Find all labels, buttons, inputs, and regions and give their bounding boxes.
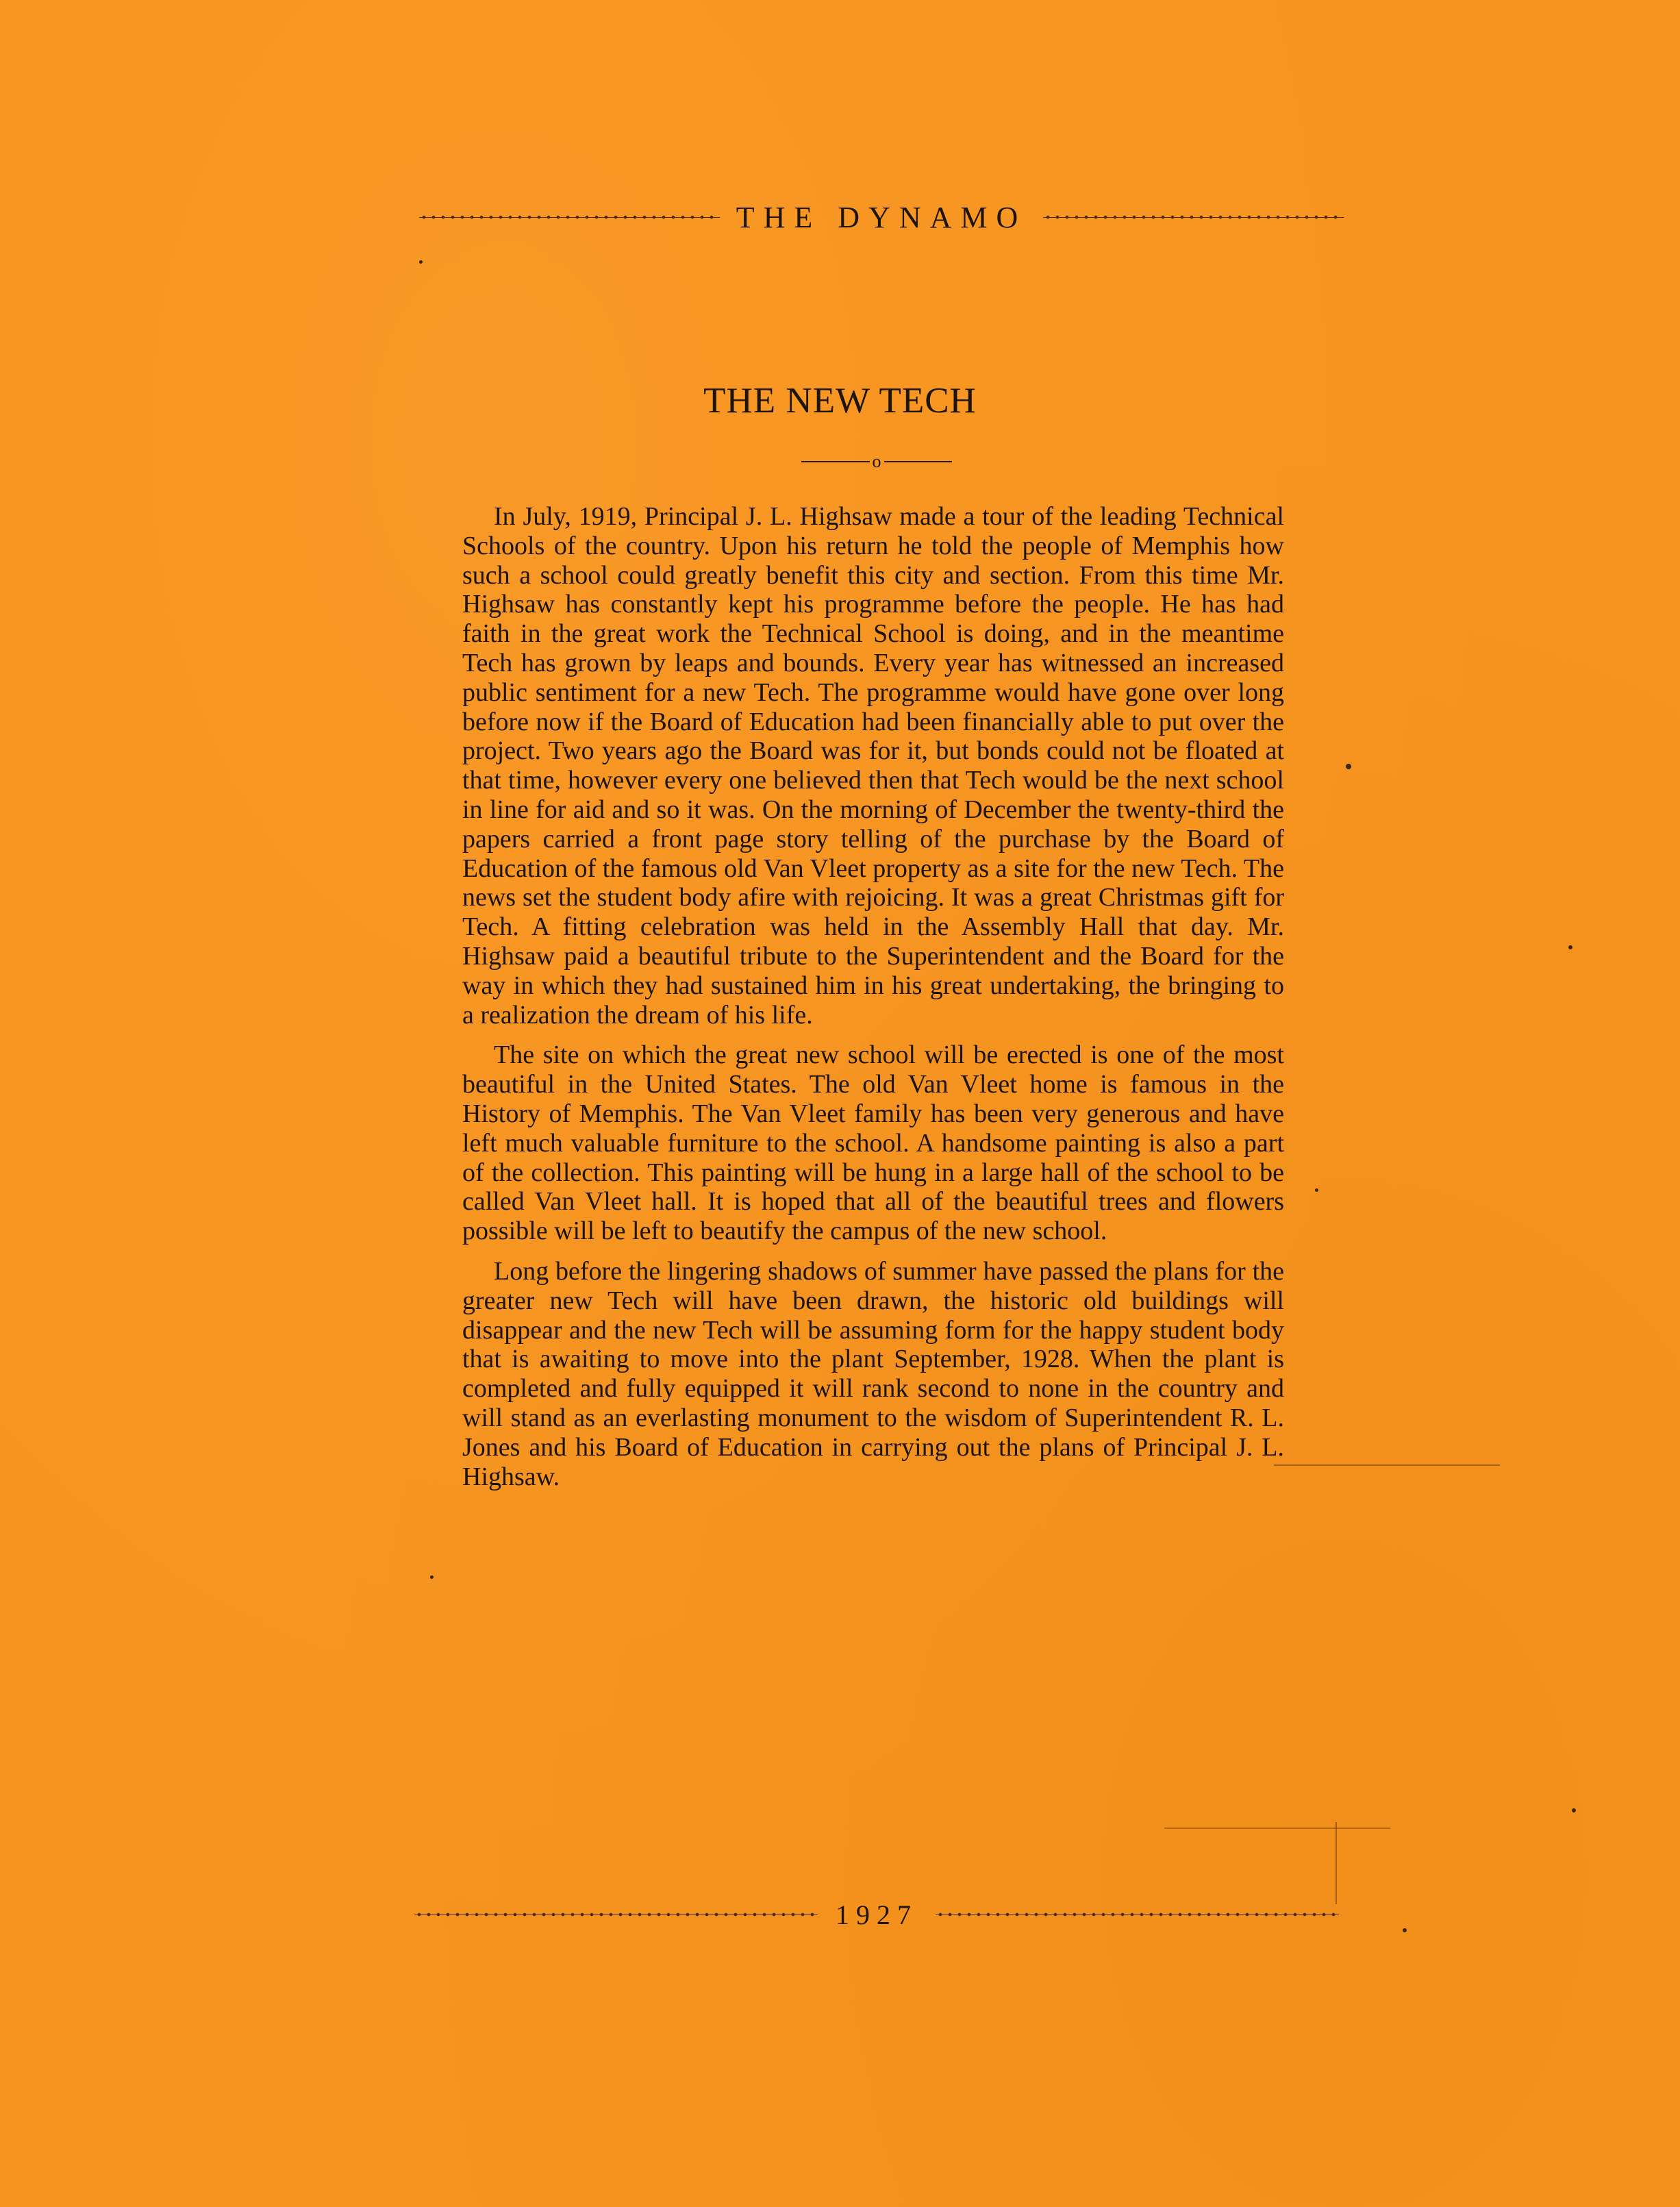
ink-speck xyxy=(1315,1188,1318,1192)
divider-circle: o xyxy=(872,451,881,471)
paragraph-1: In July, 1919, Principal J. L. Highsaw made a tour of the leading Technical Schools of the country. Upon his return he told the people of Memphis how such a school could greatly benefit this city and section. From this time Mr. Highsaw has constantly kept his programme before the people. He has had faith in the great work the Technical School is doing, and in the meantime Tech has grown by leaps and bounds. Every year has witnessed an increased public sentiment for a new Tech. The programme would have gone over long before now if the Board of Education had been financially able to put over the project. Two years ago the Board was for it, but bonds could not be floated at that time, however every one believed then that Tech would be the next school in line for aid and so it was. On the morning of December the twenty-third the papers carried a front page story telling of the purchase by the Board of Education of the famous old Van Vleet property as a site for the new Tech. The news set the student body afire with rejoicing. It was a great Christmas gift for Tech. A fitting celebration was held in the Assembly Hall that day. Mr. Highsaw paid a beautiful tribute to the Superintendent and the Board for the way in which they had sustained him in his great undertaking, the bringing to a realization the dream of his life. xyxy=(462,502,1284,1030)
paragraph-2: The site on which the great new school will be erected is one of the most beautiful in the United States. The old Van Vleet home is famous in the History of Memphis. The Van Vleet family has been very generous and have left much valuable furniture to the school. A handsome painting is also a part of the collection. This painting will be hung in a large hall of the school to be called Van Vleet hall. It is hoped that all of the beautiful trees and flowers possible will be left to beautify the campus of the new school. xyxy=(462,1040,1284,1246)
fold-mark-vertical xyxy=(1336,1822,1337,1904)
divider-line-left xyxy=(801,461,870,462)
running-header xyxy=(419,200,1344,234)
title-divider xyxy=(801,451,952,471)
ink-speck xyxy=(1346,764,1351,769)
header-ornament-left xyxy=(419,212,720,222)
fold-line xyxy=(1274,1464,1500,1466)
article-body xyxy=(462,502,1284,1502)
publication-name: THE DYNAMO xyxy=(736,200,1027,234)
fold-line-lower xyxy=(1164,1828,1390,1829)
article-title: THE NEW TECH xyxy=(703,381,977,421)
footer-ornament-left xyxy=(414,1910,818,1919)
page-year: 1927 xyxy=(836,1899,918,1930)
ink-speck xyxy=(1403,1928,1407,1932)
paragraph-3: Long before the lingering shadows of summer have passed the plans for the greater new Tech will have been drawn, the historic old buildings will disappear and the new Tech will be assuming form for the happy student body that is awaiting to move into the plant September, 1928. When the plant is completed and fully equipped it will rank second to none in the country and will stand as an everlasting monument to the wisdom of Superintendent R. L. Jones and his Board of Education in carrying out the plans of Principal J. L. Highsaw. xyxy=(462,1256,1284,1491)
footer-ornament-right xyxy=(936,1910,1339,1919)
header-ornament-right xyxy=(1043,212,1344,222)
ink-speck xyxy=(419,260,423,264)
ink-speck xyxy=(1572,1808,1576,1812)
divider-line-right xyxy=(884,461,953,462)
ink-speck xyxy=(430,1575,434,1579)
running-footer xyxy=(414,1897,1339,1932)
ink-speck xyxy=(1568,945,1572,949)
